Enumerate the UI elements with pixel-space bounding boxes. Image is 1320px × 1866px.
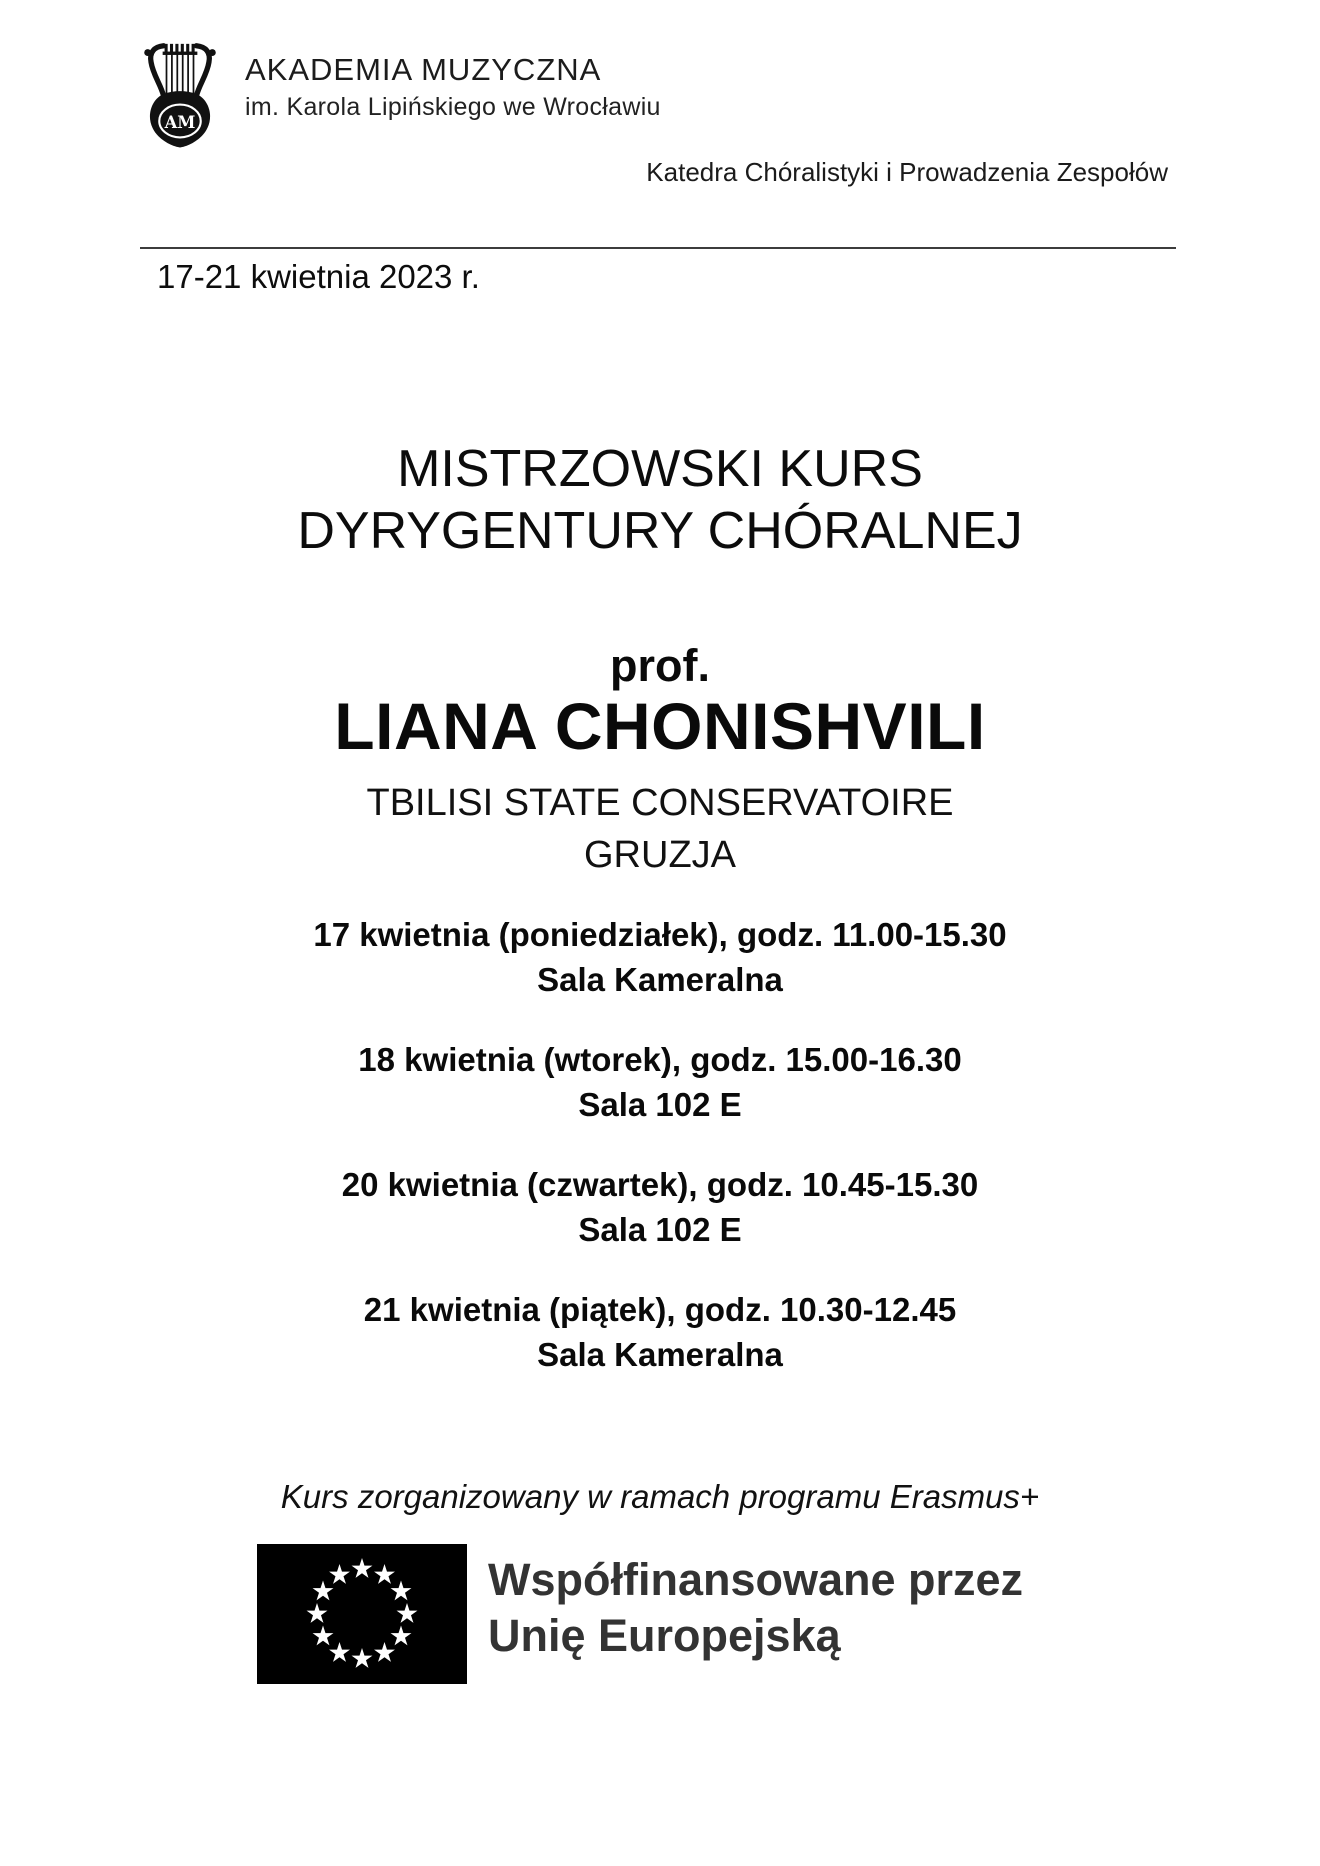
course-title xyxy=(0,438,1320,562)
schedule-room: Sala 102 E xyxy=(578,1086,742,1123)
lyre-icon xyxy=(128,40,232,148)
institution-name: TBILISI STATE CONSERVATOIRE xyxy=(366,782,954,824)
divider-line xyxy=(140,247,1176,249)
schedule-item xyxy=(0,1162,1320,1252)
academy-name: AKADEMIA MUZYCZNA xyxy=(245,52,602,87)
erasmus-note: Kurs zorganizowany w ramach programu Erasmus+ xyxy=(280,1478,1040,1515)
schedule-item xyxy=(0,1287,1320,1377)
eu-funding-line2: Unię Europejską xyxy=(488,1610,841,1661)
academy-logo xyxy=(128,40,232,148)
academy-subtitle: im. Karola Lipińskiego we Wrocławiu xyxy=(245,93,661,121)
eu-funding-line1: Współfinansowane przez xyxy=(488,1554,1024,1605)
schedule-datetime: 18 kwietnia (wtorek), godz. 15.00-16.30 xyxy=(358,1041,962,1078)
eu-flag xyxy=(257,1544,467,1684)
course-date-range: 17-21 kwietnia 2023 r. xyxy=(157,258,480,295)
professor-prefix: prof. xyxy=(610,640,710,691)
department-name: Katedra Chóralistyki i Prowadzenia Zespołów xyxy=(646,157,1168,187)
professor-name: LIANA CHONISHVILI xyxy=(334,689,986,763)
eu-flag-icon xyxy=(257,1544,467,1684)
schedule-item xyxy=(0,1037,1320,1127)
academy-title-block xyxy=(245,52,661,122)
svg-text:AM: AM xyxy=(164,112,196,132)
course-title-line2: DYRYGENTURY CHÓRALNEJ xyxy=(297,502,1023,560)
schedule-datetime: 21 kwietnia (piątek), godz. 10.30-12.45 xyxy=(363,1291,957,1328)
schedule-room: Sala 102 E xyxy=(578,1211,742,1248)
course-title-line1: MISTRZOWSKI KURS xyxy=(397,440,923,498)
schedule-datetime: 17 kwietnia (poniedziałek), godz. 11.00-15.30 xyxy=(313,916,1007,953)
schedule-room: Sala Kameralna xyxy=(537,1336,783,1373)
country-name: GRUZJA xyxy=(584,834,736,876)
schedule-datetime: 20 kwietnia (czwartek), godz. 10.45-15.30 xyxy=(341,1166,979,1203)
eu-funding-text xyxy=(488,1552,1023,1664)
schedule-item xyxy=(0,912,1320,1002)
schedule-room: Sala Kameralna xyxy=(537,961,783,998)
